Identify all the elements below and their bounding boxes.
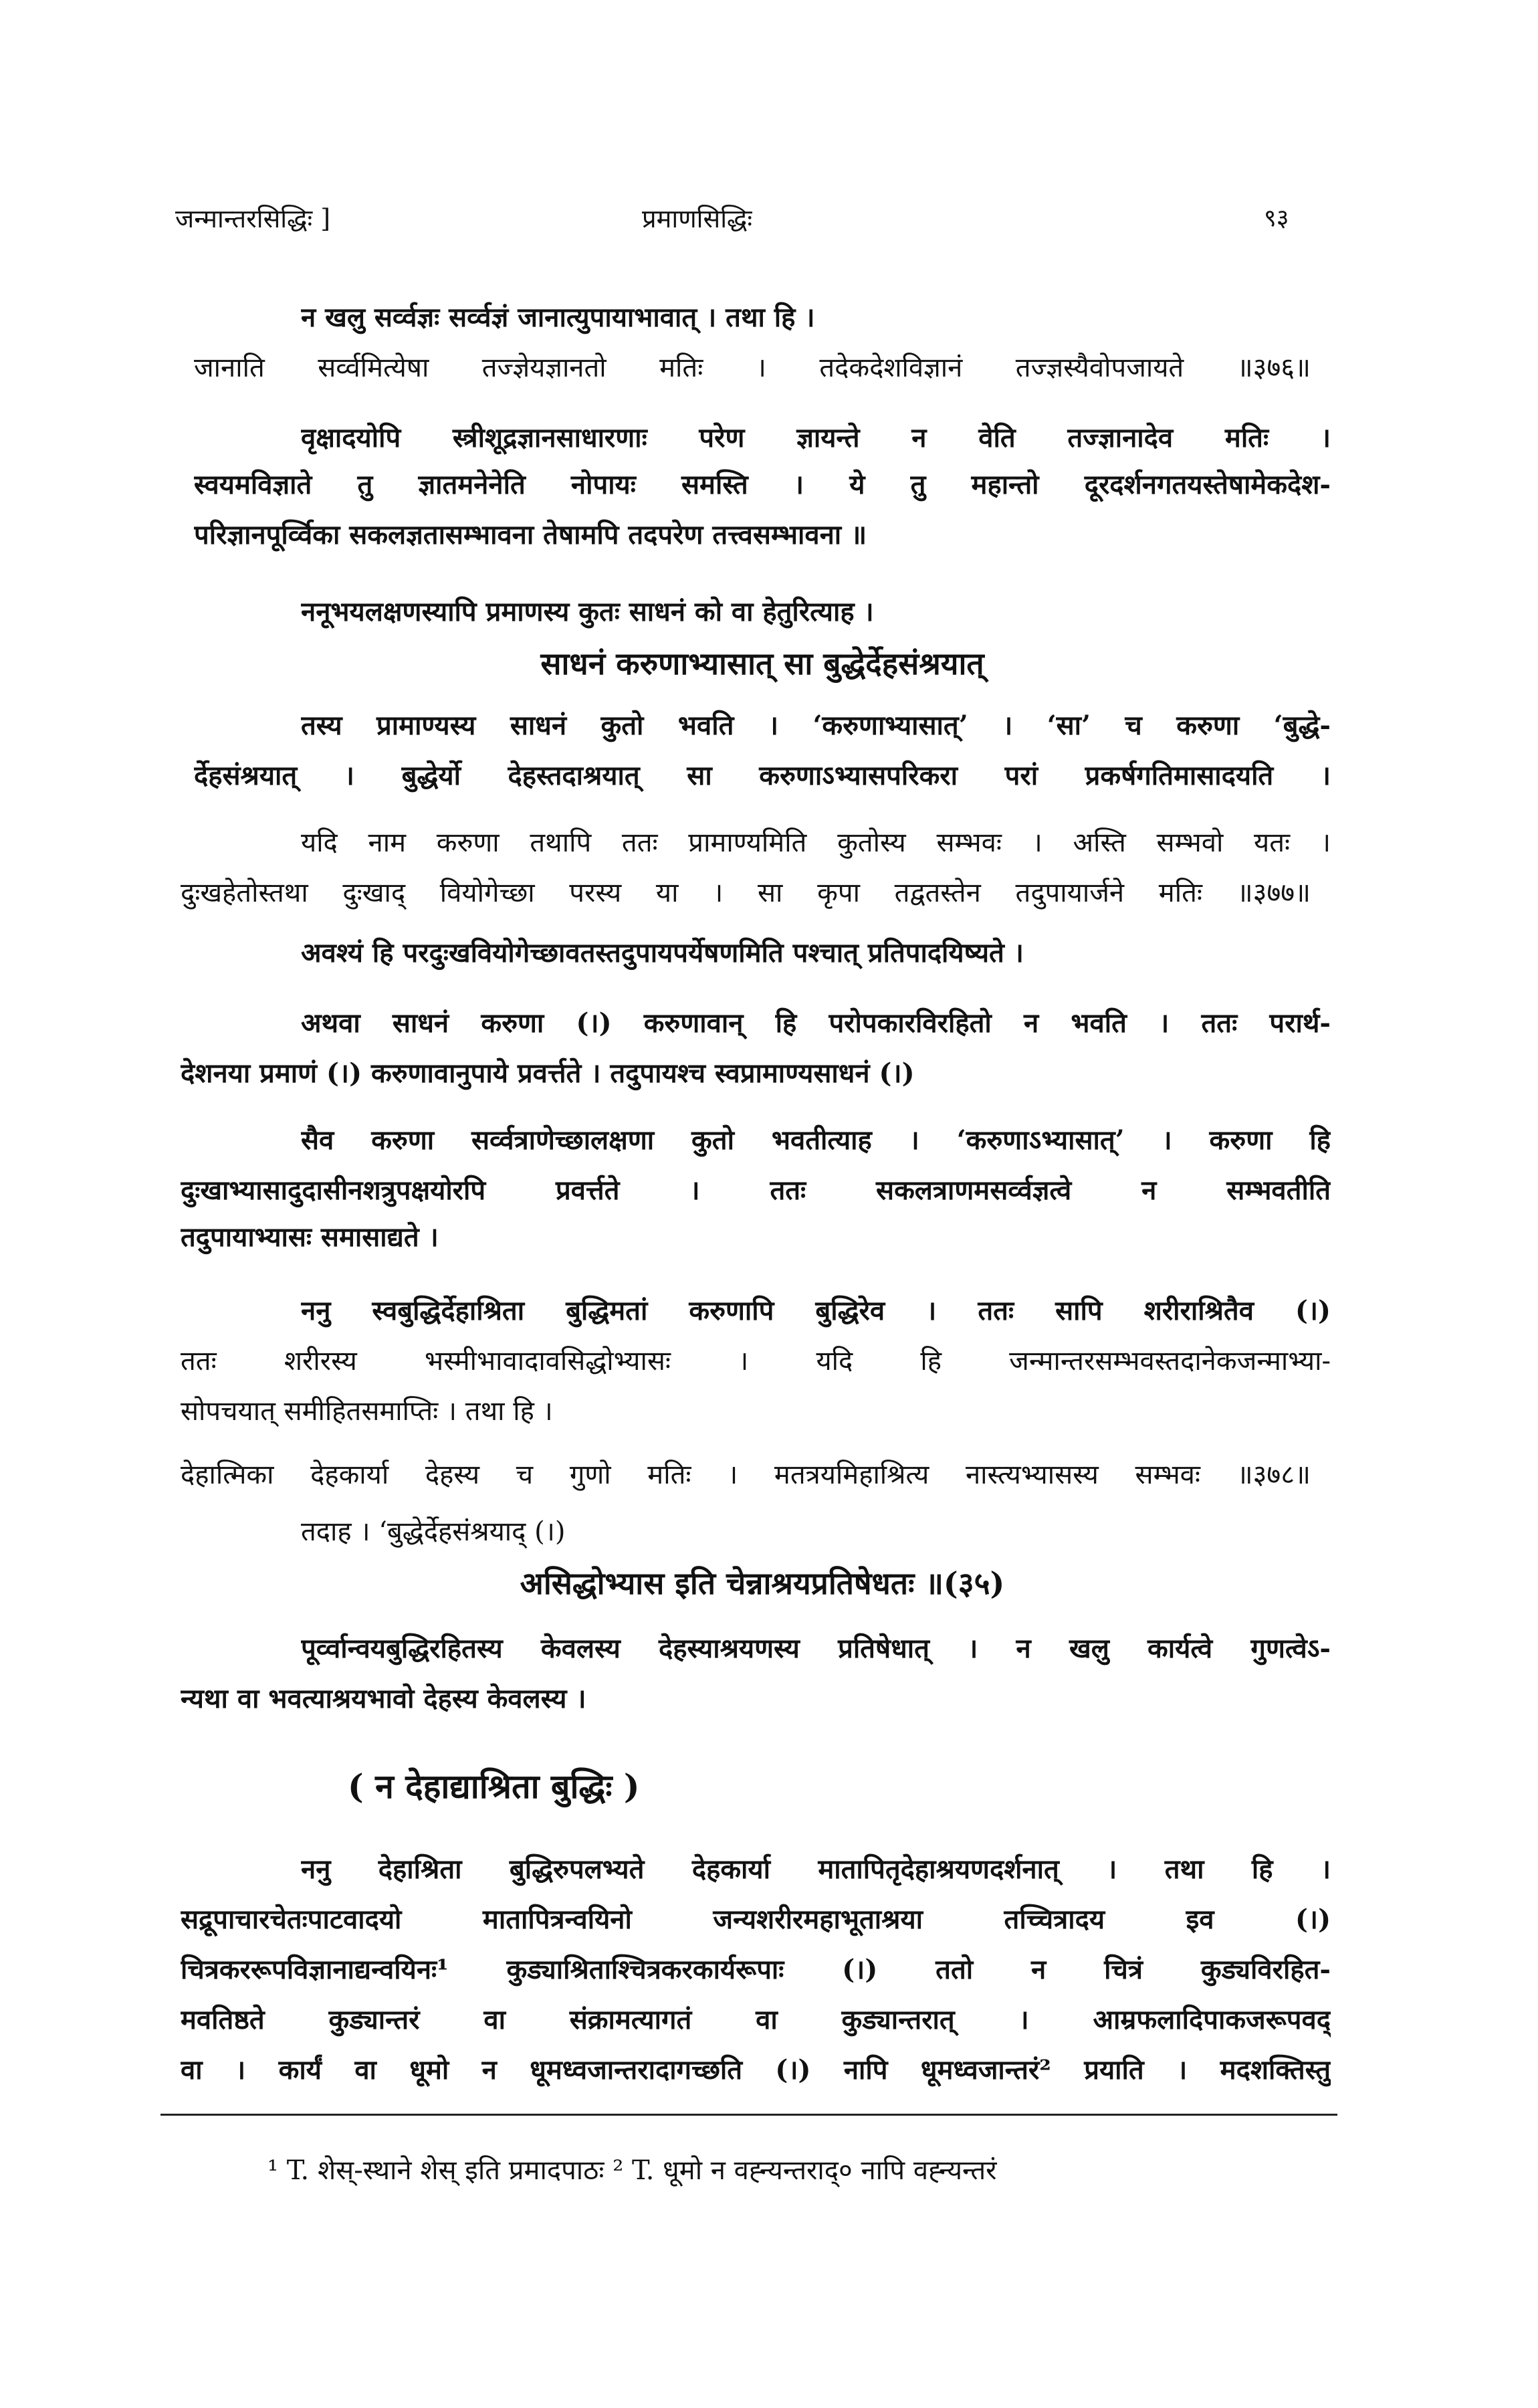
text-line: न खलु सर्व्वज्ञः सर्व्वज्ञं जानात्युपायाभावात् । तथा हि । [301, 302, 815, 333]
text-line: तदाह । ‘बुद्धेर्देहसंश्रयाद् (।) [301, 1516, 566, 1547]
text-line: ननूभयलक्षणस्यापि प्रमाणस्य कुतः साधनं को वा हेतुरित्याह । [301, 596, 874, 627]
text-line: स्वयमविज्ञाते तु ज्ञातमनेनेति नोपायः समस्ति । ये तु महान्तो दूरदर्शनगतयस्तेषामेकदेश- [194, 469, 1331, 500]
text-line: सोपचयात् समीहितसमाप्तिः । तथा हि । [181, 1396, 553, 1427]
running-header-left: जन्मान्तरसिद्धिः ] [175, 204, 331, 233]
text-line: चित्रकररूपविज्ञानाद्यन्वयिनः¹ कुड्याश्रिताश्चित्रकरकार्यरूपाः (।) ततो न चित्रं कुड्यविरहित- [181, 1954, 1331, 1985]
verse-line: देहात्मिका देहकार्या देहस्य च गुणो मतिः । मतत्रयमिहाश्रित्य नास्त्यभ्यासस्य सम्भवः ॥३७८॥ [181, 1460, 1311, 1490]
footnote: ¹ T. शेस्-स्थाने शेस् इति प्रमादपाठः ² T. धूमो न वह्न्यन्तराद्० नापि वह्न्यन्तरं [267, 2155, 997, 2186]
text-line: सैव करुणा सर्व्वत्राणेच्छालक्षणा कुतो भवतीत्याह । ‘करुणाऽभ्यासात्’ । करुणा हि [301, 1124, 1331, 1156]
text-line: देशनया प्रमाणं (।) करुणावानुपाये प्रवर्त्तते । तदुपायश्च स्वप्रामाण्यसाधनं (।) [181, 1058, 915, 1089]
verse-line: जानाति सर्व्वमित्येषा तज्ज्ञेयज्ञानतो मतिः । तदेकदेशविज्ञानं तज्ज्ञस्यैवोपजायते ॥३७६॥ [194, 353, 1311, 383]
text-line: ननु देहाश्रिता बुद्धिरुपलभ्यते देहकार्या मातापितृदेहाश्रयणदर्शनात् । तथा हि । [301, 1853, 1331, 1885]
text-line: वृक्षादयोपि स्त्रीशूद्रज्ञानसाधारणाः परेण ज्ञायन्ते न वेति तज्ज्ञानादेव मतिः । [301, 422, 1331, 454]
text-line: वा । कार्यं वा धूमो न धूमध्वजान्तरादागच्छति (।) नापि धूमध्वजान्तरं² प्रयाति । मदशक्तिस्तु [181, 2054, 1331, 2086]
text-line: ततः शरीरस्य भस्मीभावादावसिद्धोभ्यासः । यदि हि जन्मान्तरसम्भवस्तदानेकजन्माभ्या- [181, 1346, 1331, 1377]
verse-line: दुःखहेतोस्तथा दुःखाद् वियोगेच्छा परस्य या । सा कृपा तद्वतस्तेन तदुपायार्जने मतिः ॥३७७॥ [181, 878, 1311, 908]
text-line: अथवा साधनं करुणा (।) करुणावान् हि परोपकारविरहितो न भवति । ततः परार्थ- [301, 1007, 1331, 1039]
page-number: ९३ [1264, 205, 1289, 232]
section-heading: ( न देहाद्याश्रिता बुद्धिः ) [348, 1767, 640, 1806]
text-line: पूर्व्वान्वयबुद्धिरहितस्य केवलस्य देहस्याश्रयणस्य प्रतिषेधात् । न खलु कार्यत्वे गुणत्वेऽ- [301, 1633, 1331, 1664]
text-line: अवश्यं हि परदुःखवियोगेच्छावतस्तदुपायपर्येषणमिति पश्चात् प्रतिपादयिष्यते । [301, 937, 1024, 969]
running-header-center: प्रमाणसिद्धिः [642, 204, 753, 233]
text-line: तदुपायाभ्यासः समासाद्यते । [181, 1221, 439, 1253]
footnote-rule [160, 2114, 1337, 2116]
text-line: तस्य प्रामाण्यस्य साधनं कुतो भवति । ‘करुणाभ्यासात्’ । ‘सा’ च करुणा ‘बुद्धे- [301, 710, 1331, 741]
text-line: यदि नाम करुणा तथापि ततः प्रामाण्यमिति कुतोस्य सम्भवः । अस्ति सम्भवो यतः । [301, 827, 1331, 858]
text-line: परिज्ञानपूर्व्विका सकलज्ञतासम्भावना तेषामपि तदपरेण तत्त्वसम्भावना ॥ [194, 519, 867, 550]
karika-heading: असिद्धोभ्यास इति चेन्नाश्रयप्रतिषेधतः ॥(३५) [520, 1565, 1005, 1601]
text-line: न्यथा वा भवत्याश्रयभावो देहस्य केवलस्य । [181, 1683, 586, 1714]
text-line: सद्रूपाचारचेतःपाटवादयो मातापित्रन्वयिनो जन्यशरीरमहाभूताश्रया तच्चित्रादय इव (।) [181, 1904, 1331, 1935]
text-line: र्देहसंश्रयात् । बुद्धेर्यो देहस्तदाश्रयात् सा करुणाऽभ्यासपरिकरा परां प्रकर्षगतिमासादयति । [194, 760, 1331, 791]
text-line: ननु स्वबुद्धिर्देहाश्रिता बुद्धिमतां करुणापि बुद्धिरेव । ततः सापि शरीराश्रितैव (।) [301, 1295, 1331, 1326]
karika-heading: साधनं करुणाभ्यासात् सा बुद्धेर्देहसंश्रयात् [540, 645, 984, 682]
text-line: मवतिष्ठते कुड्यान्तरं वा संक्रामत्यागतं वा कुड्यान्तरात् । आम्रफलादिपाकजरूपवद् [181, 2004, 1331, 2035]
text-line: दुःखाभ्यासादुदासीनशत्रुपक्षयोरपि प्रवर्त्तते । ततः सकलत्राणमसर्व्वज्ञत्वे न सम्भवतीति [181, 1175, 1331, 1206]
